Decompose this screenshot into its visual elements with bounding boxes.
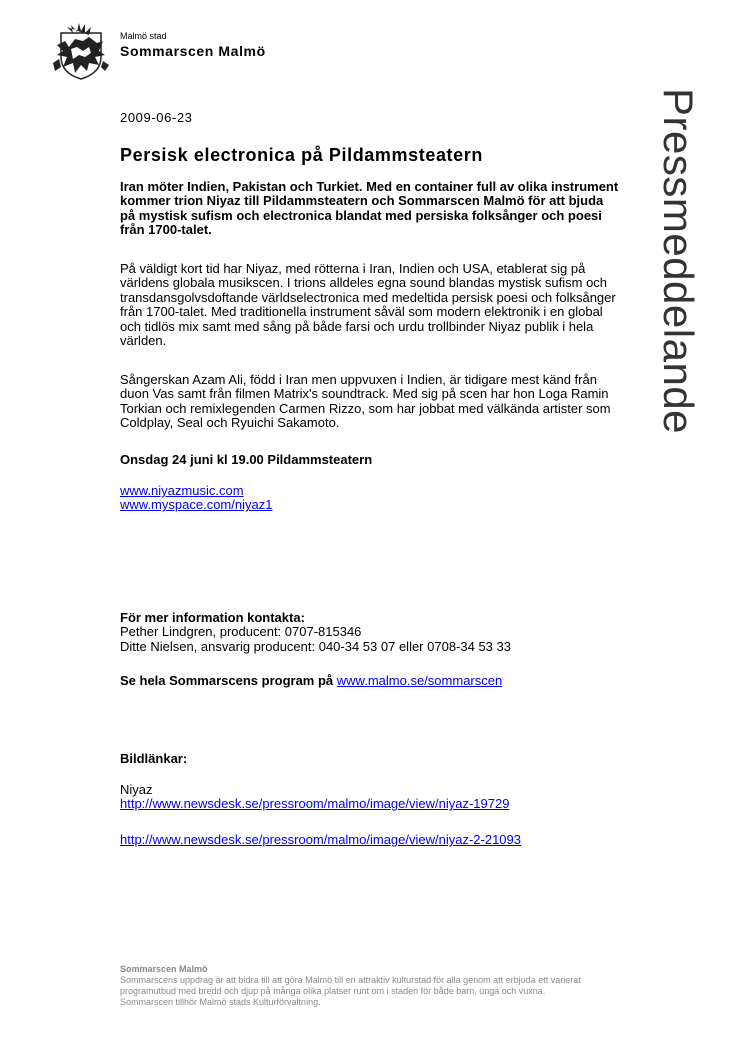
program-link[interactable]: www.malmo.se/sommarscen (336, 673, 503, 688)
brand-name: Sommarscen Malmö (120, 43, 266, 59)
footer (120, 964, 590, 1008)
artist-links (120, 484, 620, 513)
program-text: Se hela Sommarscens program på (120, 673, 334, 688)
contact-line-1: Pether Lindgren, producent: 0707-815346 (120, 624, 362, 640)
footer-text: Sommarscens uppdrag är att bidra till att göra Malmö till en attraktiv kulturstad för alla genom att erbjuda ett varierat programutbud med bredd och djup på många olika platser runt om i staden för både barn, unga och vuxna. Sommarscen tillhör Malmö stads Kulturförvaltning. (120, 975, 581, 1007)
contact-block (120, 611, 620, 654)
press-release-label: Pressmeddelande (655, 88, 702, 435)
footer-heading: Sommarscen Malmö (120, 964, 208, 974)
malmo-griffin-logo-icon (53, 23, 109, 81)
lead-paragraph: Iran möter Indien, Pakistan och Turkiet. Med en container full av olika instrument kommer trion Niyaz till Pildammsteatern och Sommarscen Malmö för att bjuda på mystisk sufism och electronica blandat med persiska folksånger och poesi från 1700-talet. (120, 179, 619, 238)
release-date: 2009-06-23 (120, 110, 193, 125)
body-paragraph-2: Sångerskan Azam Ali, född i Iran men uppvuxen i Indien, är tidigare mest känd från duon Vas samt från filmen Matrix's soundtrack. Med sig på scen har hon Loga Ramin Torkian och remixlegenden Carmen Rizzo, som har jobbat med välkända artister som Coldplay, Seal och Ryuichi Sakamoto. (120, 372, 611, 431)
contact-heading: För mer information kontakta: (120, 610, 305, 625)
body-paragraph-1: På väldigt kort tid har Niyaz, med rötterna i Iran, Indien och USA, etablerat sig på världens globala musikscen. I trions alldeles egna sound blandas mystisk sufism och transdansgolvsdoftande världselectronica med medeltida persisk poesi och folksånger från 1700-talet. Med traditionella instrument såväl som modern elektronik i en global och tidlös mix samt med sång på både farsi och urdu trollbinder Niyaz publik i hela världen. (120, 261, 616, 349)
org-name: Malmö stad (120, 31, 167, 41)
program-line (120, 674, 620, 688)
image-link-1[interactable]: http://www.newsdesk.se/pressroom/malmo/image/view/niyaz-19729 (120, 796, 510, 812)
event-info: Onsdag 24 juni kl 19.00 Pildammsteatern (120, 452, 373, 467)
niyazmusic-link[interactable]: www.niyazmusic.com (120, 483, 244, 498)
images-block-2 (120, 833, 620, 847)
page-title: Persisk electronica på Pildammsteatern (120, 145, 483, 165)
images-heading: Bildlänkar: (120, 751, 188, 766)
image-link-2[interactable]: http://www.newsdesk.se/pressroom/malmo/image/view/niyaz-2-21093 (120, 832, 522, 847)
myspace-link[interactable]: www.myspace.com/niyaz1 (120, 497, 273, 513)
image-caption: Niyaz (120, 782, 153, 797)
images-block (120, 783, 620, 812)
contact-line-2: Ditte Nielsen, ansvarig producent: 040-34 53 07 eller 0708-34 53 33 (120, 638, 511, 654)
